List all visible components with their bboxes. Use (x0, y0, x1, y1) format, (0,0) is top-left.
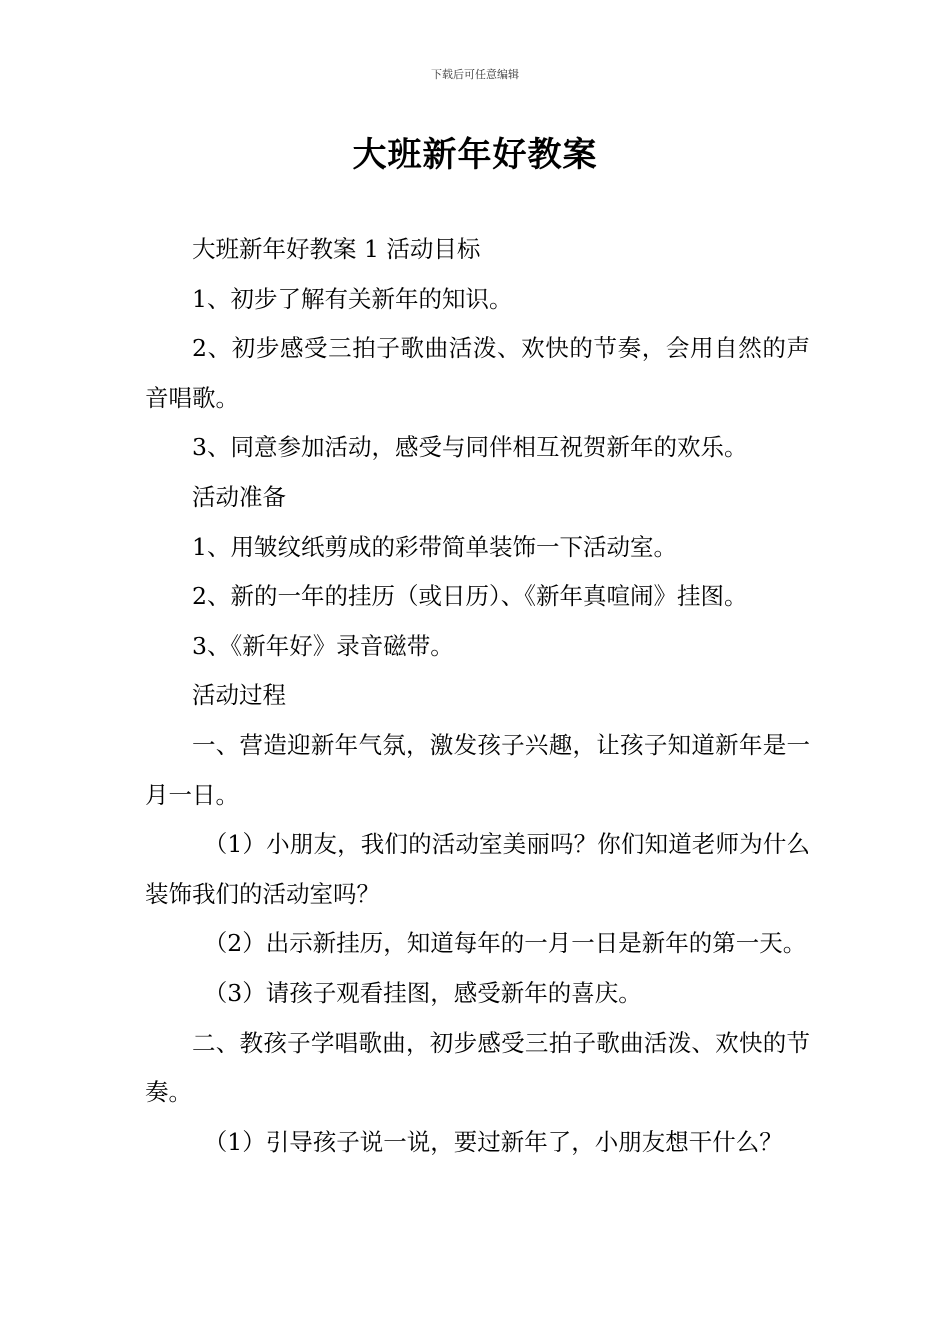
paragraph: 一、营造迎新年气氛，激发孩子兴趣，让孩子知道新年是一月一日。 (145, 730, 810, 809)
paragraph: 1、用皱纹纸剪成的彩带简单装饰一下活动室。 (192, 532, 677, 561)
paragraph: （1）小朋友，我们的活动室美丽吗？你们知道老师为什么装饰我们的活动室吗？ (145, 830, 810, 908)
paragraph: 2、初步感受三拍子歌曲活泼、欢快的节奏，会用自然的声音唱歌。 (145, 334, 810, 412)
paragraph: 活动准备 (192, 482, 286, 511)
paragraph: （3）请孩子观看挂图，感受新年的喜庆。 (203, 978, 642, 1007)
paragraph: 3、同意参加活动，感受与同伴相互祝贺新年的欢乐。 (192, 433, 748, 462)
paragraph: （2）出示新挂历，知道每年的一月一日是新年的第一天。 (203, 929, 807, 958)
paragraph: 3、《新年好》录音磁带。 (192, 631, 454, 660)
paragraph: 1、初步了解有关新年的知识。 (192, 284, 513, 313)
paragraph: （1）引导孩子说一说，要过新年了，小朋友想干什么？ (203, 1127, 783, 1156)
document-title: 大班新年好教案 (352, 135, 598, 175)
header-note: 下载后可任意编辑 (431, 68, 519, 81)
paragraph: 二、教孩子学唱歌曲，初步感受三拍子歌曲活泼、欢快的节奏。 (145, 1028, 810, 1107)
paragraph: 2、新的一年的挂历（或日历）、《新年真喧闹》挂图。 (192, 582, 748, 611)
paragraph: 活动过程 (192, 681, 286, 710)
paragraph: 大班新年好教案 1 活动目标 (192, 235, 481, 263)
document-body (145, 225, 810, 1167)
